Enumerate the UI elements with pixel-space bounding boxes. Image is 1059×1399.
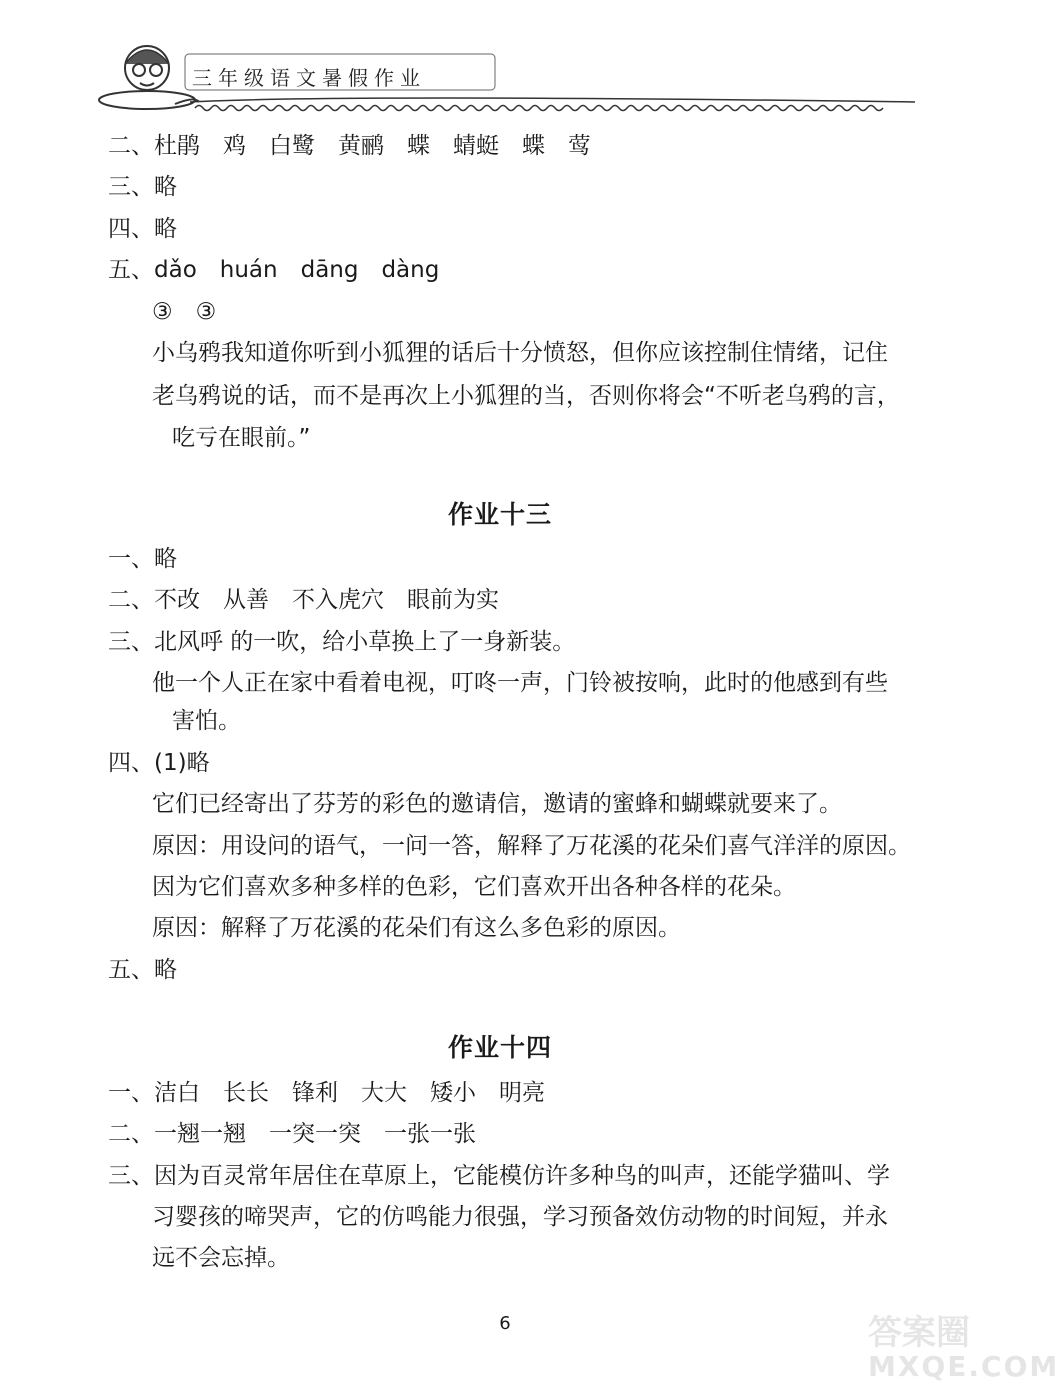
answer-line: 五、略 (108, 957, 177, 983)
answer-line: 老乌鸦说的话，而不是再次上小狐狸的当，否则你将会“不听老乌鸦的言， (152, 383, 900, 409)
answer-line: 习婴孩的啼哭声，它的仿鸣能力很强，学习预备效仿动物的时间短，并永 (152, 1204, 888, 1230)
answer-line: 远不会忘掉。 (152, 1245, 290, 1271)
answer-line: 二、一翘一翘 一突一突 一张一张 (108, 1121, 476, 1147)
answer-line: 一、洁白 长长 锋利 大大 矮小 明亮 (108, 1080, 545, 1106)
answer-line: 它们已经寄出了芬芳的彩色的邀请信，邀请的蜜蜂和蝴蝶就要来了。 (152, 791, 842, 817)
answer-line: 原因：解释了万花溪的花朵们有这么多色彩的原因。 (152, 915, 681, 941)
header-title: 三年级语文暑假作业 (192, 66, 426, 90)
answer-line: 五、dǎo huán dāng dàng (108, 257, 440, 283)
answer-line: 二、杜鹃 鸡 白鹭 黄鹂 蝶 蜻蜓 蝶 莺 (108, 133, 591, 159)
answer-line: 一、略 (108, 546, 177, 572)
page-number: 6 (499, 1313, 511, 1334)
answer-line: 二、不改 从善 不入虎穴 眼前为实 (108, 587, 499, 613)
answer-line: 原因：用设问的语气，一问一答，解释了万花溪的花朵们喜气洋洋的原因。 (152, 833, 911, 859)
answer-line: 害怕。 (172, 708, 241, 734)
watermark-logo: 答案圈 (868, 1313, 970, 1353)
answer-line: 因为它们喜欢多种多样的色彩，它们喜欢开出各种各样的花朵。 (152, 874, 796, 900)
watermark-url: MXQE.COM (868, 1350, 1059, 1383)
answer-line: ③ ③ (152, 299, 217, 325)
answer-line: 吃亏在眼前。” (172, 425, 311, 451)
section-title: 作业十四 (447, 1033, 552, 1062)
answer-line: 小乌鸦我知道你听到小狐狸的话后十分愤怒，但你应该控制住情绪，记住 (152, 340, 888, 366)
answer-line: 四、略 (108, 216, 177, 242)
answer-line: 三、略 (108, 174, 177, 200)
answer-line: 他一个人正在家中看着电视，叮咚一声，门铃被按响，此时的他感到有些 (152, 670, 888, 696)
answer-line: 四、(1)略 (108, 750, 210, 776)
section-title: 作业十三 (447, 500, 552, 529)
answer-line: 三、因为百灵常年居住在草原上，它能模仿许多种鸟的叫声，还能学猫叫、学 (108, 1163, 890, 1189)
answer-line: 三、北风呼 的一吹，给小草换上了一身新装。 (108, 629, 576, 655)
